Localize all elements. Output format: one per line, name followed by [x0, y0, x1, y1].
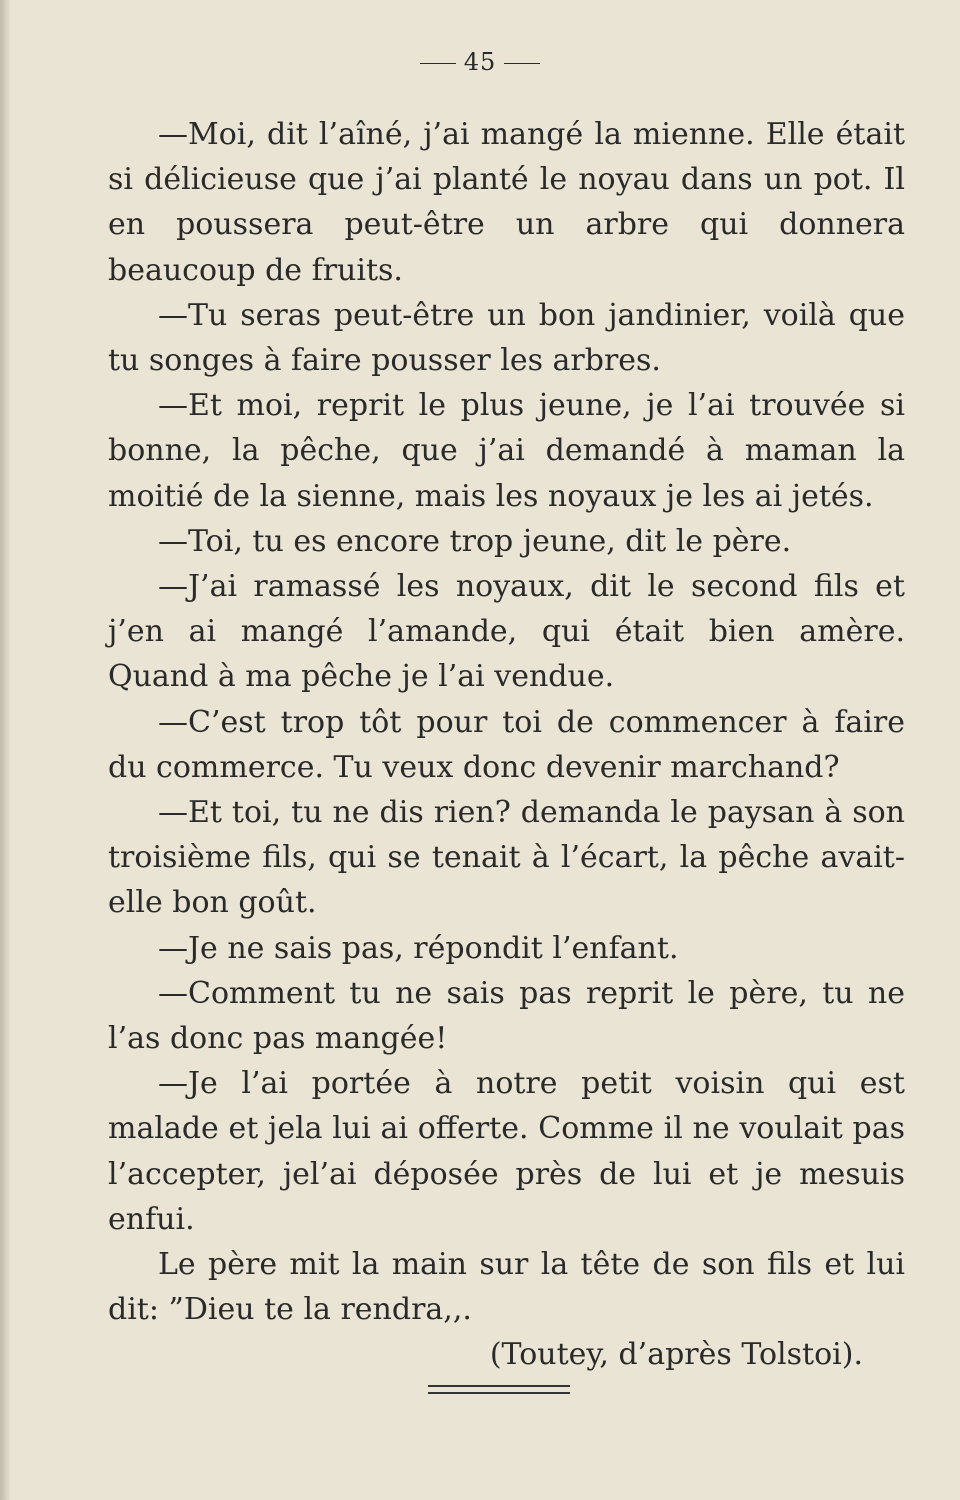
- end-rule-bottom: [428, 1392, 570, 1394]
- paragraph: —C’est trop tôt pour toi de commencer à faire du commerce. Tu veux donc devenir marchand?: [108, 704, 905, 785]
- paragraph: —Et moi, reprit le plus jeune, je l’ai trouvée si bonne, la pêche, que j’ai demandé à maman la moitié de la sienne, mais les noyaux je les ai jetés.: [108, 388, 905, 514]
- paragraph: —Je ne sais pas, répondit l’enfant.: [158, 930, 679, 966]
- paragraph: —Comment tu ne sais pas reprit le père, tu ne l’as donc pas mangée!: [108, 975, 905, 1057]
- page-number: [0, 48, 960, 76]
- page-number-dash-left: [420, 63, 456, 64]
- paragraph: —Moi, dit l’aîné, j’ai mangé la mienne. Elle était si délicieuse que j’ai planté le noyau dans un pot. Il en poussera peut-être un arbre qui donnera beaucoup de fruits.: [108, 117, 905, 288]
- paragraph: —Toi, tu es encore trop jeune, dit le père.: [158, 523, 792, 559]
- paragraph: —J’ai ramassé les noyaux, dit le second fils et j’en ai mangé l’amande, qui était bien amère. Quand à ma pêche je l’ai vendue.: [108, 569, 905, 695]
- end-rule-top: [428, 1385, 570, 1387]
- page-number-dash-right: [504, 63, 540, 64]
- attribution: (Toutey, d’après Tolstoi).: [489, 1337, 863, 1373]
- page-binding-edge: [0, 0, 10, 1500]
- body-text: [108, 112, 905, 1378]
- paragraph: —Tu seras peut-être un bon jandinier, voilà que tu songes à faire pousser les arbres.: [108, 297, 905, 379]
- paragraph: —Je l’ai portée à notre petit voisin qui est malade et jela lui ai offerte. Comme il ne voulait pas l’accepter, jel’ai déposée près de lui et je mesuis enfui.: [108, 1066, 905, 1237]
- paragraph: —Et toi, tu ne dis rien? demanda le paysan à son troisième fils, qui se tenait à l’écart, la pêche avait-elle bon goût.: [108, 795, 905, 921]
- paragraph: Le père mit la main sur la tête de son fils et lui dit: ”Dieu te la rendra,,.: [108, 1247, 905, 1328]
- page-number-text: 45: [463, 48, 497, 76]
